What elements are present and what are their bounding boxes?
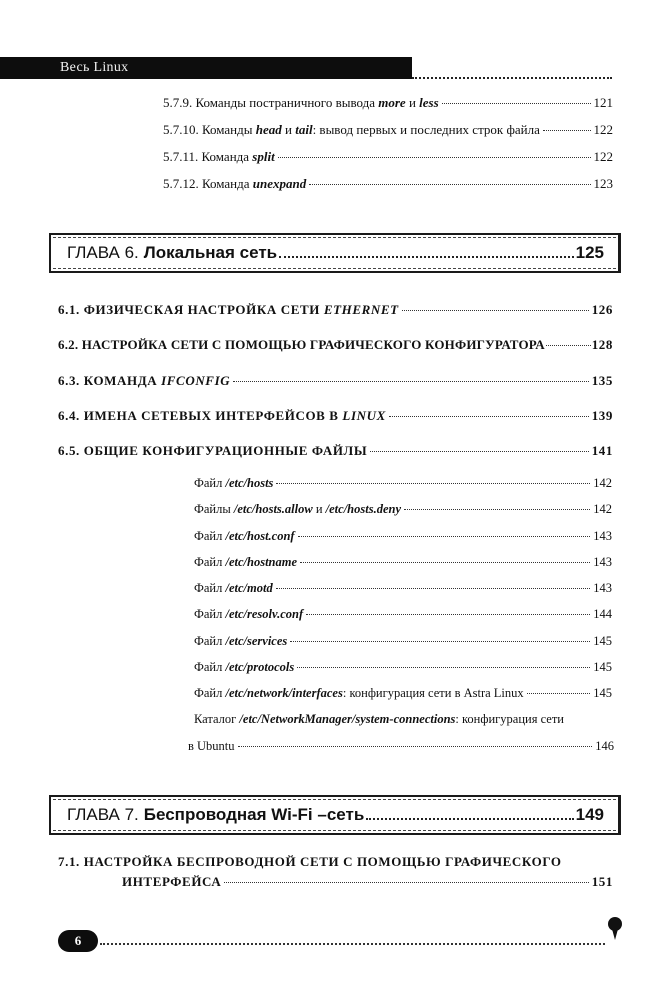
- toc-catalog-entry-line1[interactable]: Каталог /etc/NetworkManager/system-connections: конфигурация сети: [194, 712, 564, 726]
- toc-file-entry[interactable]: Файл /etc/services 145: [194, 634, 612, 648]
- toc-section-6-4[interactable]: 6.4. ИМЕНА СЕТЕВЫХ ИНТЕРФЕЙСОВ В LINUX 139: [58, 408, 613, 423]
- page-number: 151: [591, 874, 613, 889]
- toc-file-entry[interactable]: Файл /etc/network/interfaces: конфигурация сети в Astra Linux 145: [194, 686, 612, 700]
- dot-leader: [402, 310, 589, 311]
- header-dotted-rule: [412, 77, 612, 79]
- dot-leader: [298, 536, 591, 537]
- dot-leader: [276, 588, 591, 589]
- chapter-7-heading[interactable]: [49, 795, 621, 835]
- toc-file-entry[interactable]: Файл /etc/hostname 143: [194, 555, 612, 569]
- toc-file-entry[interactable]: Файл /etc/hosts 142: [194, 476, 612, 490]
- dot-leader: [370, 451, 588, 452]
- dot-leader: [224, 882, 588, 883]
- page-number: 143: [593, 529, 612, 543]
- chapter-page-number: 125: [575, 243, 604, 262]
- page-number-badge: [58, 930, 98, 952]
- chapter-label: ГЛАВА 7.: [67, 805, 139, 824]
- dot-leader: [278, 157, 591, 158]
- dot-leader: [279, 256, 574, 258]
- chapter-label: ГЛАВА 6.: [67, 243, 139, 262]
- toc-file-entry[interactable]: Файл /etc/host.conf 143: [194, 529, 612, 543]
- page-number: 123: [593, 176, 613, 191]
- footer-dotted-rule: [100, 943, 605, 945]
- running-header: [0, 57, 412, 79]
- footer-page-number: 6: [74, 933, 82, 948]
- dot-leader: [527, 693, 591, 694]
- toc-section-6-5[interactable]: 6.5. ОБЩИЕ КОНФИГУРАЦИОННЫЕ ФАЙЛЫ 141: [58, 443, 613, 458]
- dot-leader: [238, 746, 593, 747]
- page-number: 142: [593, 476, 612, 490]
- dot-leader: [309, 184, 590, 185]
- toc-file-entry[interactable]: Файл /etc/protocols 145: [194, 660, 612, 674]
- chapter-title: Беспроводная Wi-Fi –сеть: [143, 805, 365, 824]
- page-number: 135: [591, 373, 613, 388]
- toc-section-6-1[interactable]: 6.1. ФИЗИЧЕСКАЯ НАСТРОЙКА СЕТИ ETHERNET 126: [58, 302, 613, 317]
- dot-leader: [389, 416, 589, 417]
- dot-leader: [442, 103, 591, 104]
- chapter-page-number: 149: [575, 805, 604, 824]
- toc-section-7-1-line1[interactable]: 7.1. НАСТРОЙКА БЕСПРОВОДНОЙ СЕТИ С ПОМОЩЬЮ ГРАФИЧЕСКОГО: [58, 854, 562, 869]
- toc-section-6-2[interactable]: 6.2. НАСТРОЙКА СЕТИ С ПОМОЩЬЮ ГРАФИЧЕСКОГО КОНФИГУРАТОРА 128: [58, 337, 613, 352]
- page-number: 126: [591, 302, 613, 317]
- toc-entry-5-7-11[interactable]: 5.7.11. Команда split 122: [163, 149, 613, 164]
- page-number: 128: [591, 337, 613, 352]
- pin-icon: [607, 917, 623, 941]
- page-number: 121: [593, 95, 613, 110]
- page-number: 145: [593, 660, 612, 674]
- toc-catalog-entry-line2[interactable]: в Ubuntu 146: [188, 739, 614, 753]
- dot-leader: [366, 818, 573, 820]
- page-number: 144: [593, 607, 612, 621]
- page-number: 142: [593, 502, 612, 516]
- running-header-title: Весь Linux: [60, 60, 129, 75]
- toc-entry-5-7-10[interactable]: 5.7.10. Команды head и tail: вывод первых и последних строк файла 122: [163, 122, 613, 137]
- dot-leader: [290, 641, 590, 642]
- chapter-title: Локальная сеть: [143, 243, 278, 262]
- dot-leader: [233, 381, 588, 382]
- toc-section-7-1-line2[interactable]: ИНТЕРФЕЙСА 151: [122, 874, 613, 889]
- dot-leader: [546, 345, 591, 346]
- page-number: 143: [593, 555, 612, 569]
- chapter-6-heading[interactable]: [49, 233, 621, 273]
- toc-file-entry[interactable]: Файл /etc/resolv.conf 144: [194, 607, 612, 621]
- dot-leader: [543, 130, 591, 131]
- dot-leader: [276, 483, 590, 484]
- toc-file-entry[interactable]: Файлы /etc/hosts.allow и /etc/hosts.deny 142: [194, 502, 612, 516]
- page-number: 139: [591, 408, 613, 423]
- page-number: 146: [595, 739, 614, 753]
- page-number: 122: [593, 149, 613, 164]
- toc-section-6-3[interactable]: 6.3. КОМАНДА IFCONFIG 135: [58, 373, 613, 388]
- dot-leader: [404, 509, 590, 510]
- toc-file-entry[interactable]: Файл /etc/motd 143: [194, 581, 612, 595]
- dot-leader: [306, 614, 590, 615]
- page-number: 145: [593, 634, 612, 648]
- page-number: 145: [593, 686, 612, 700]
- page-number: 143: [593, 581, 612, 595]
- dot-leader: [300, 562, 590, 563]
- page-number: 141: [591, 443, 613, 458]
- toc-entry-5-7-12[interactable]: 5.7.12. Команда unexpand 123: [163, 176, 613, 191]
- toc-entry-5-7-9[interactable]: 5.7.9. Команды постраничного вывода more и less 121: [163, 95, 613, 110]
- dot-leader: [297, 667, 590, 668]
- page-number: 122: [593, 122, 613, 137]
